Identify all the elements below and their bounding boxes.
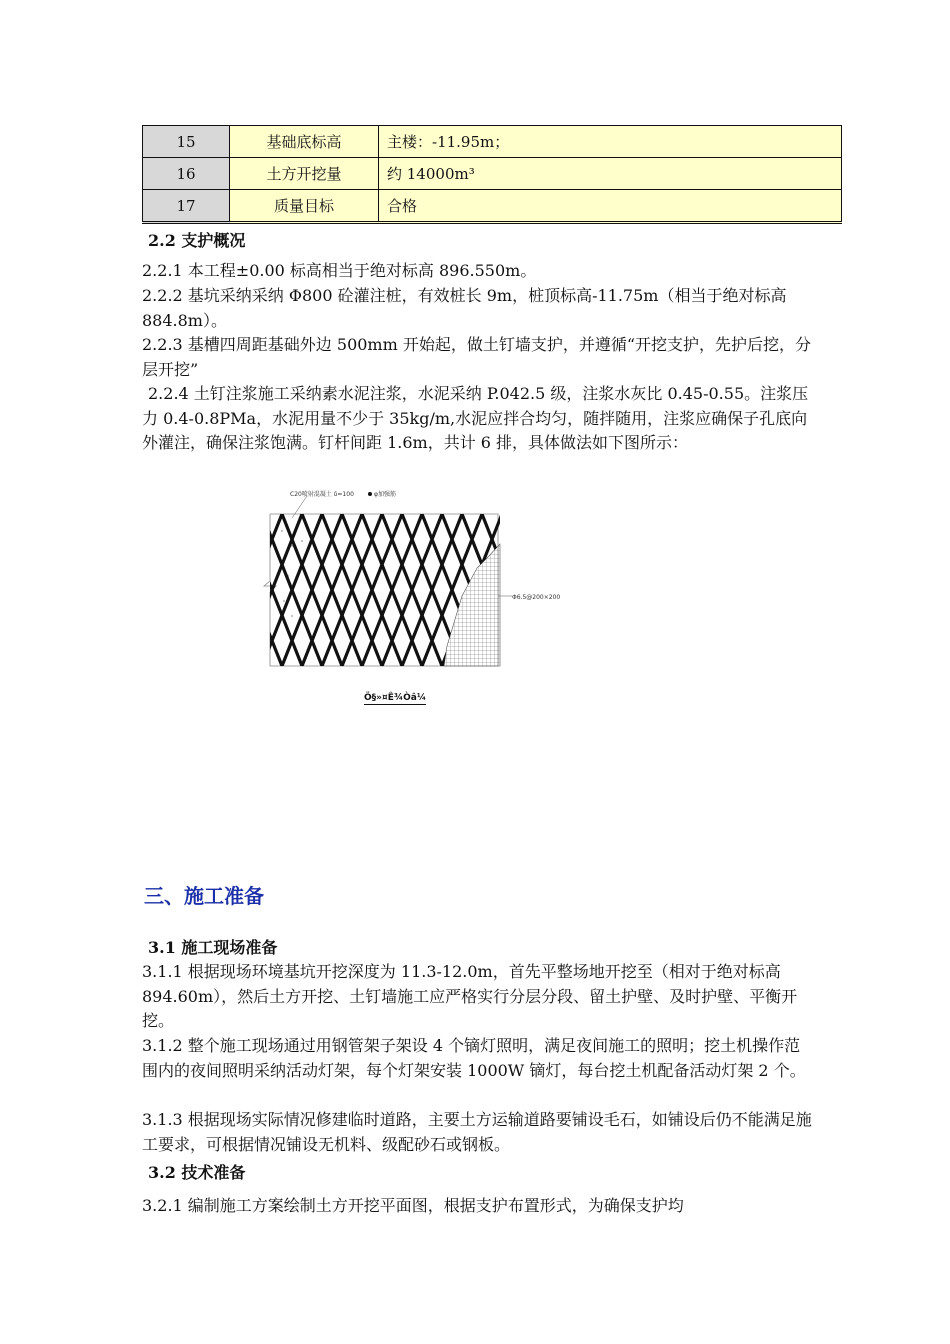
label-mesh: Φ6.5@200×200 [512, 594, 561, 601]
paragraph-3-1-1: 3.1.1 根据现场环境基坑开挖深度为 11.3-12.0m，首先平整场地开挖至（相对于绝对标高 894.60m），然后土方开挖、土钉墙施工应严格实行分层分段、留土护壁、及时护壁、平衡开挖。 [142, 962, 798, 1031]
row-item: 基础底标高 [230, 126, 379, 158]
row-item: 土方开挖量 [230, 158, 379, 190]
project-spec-table [142, 125, 842, 224]
row-value: 合格 [379, 190, 842, 223]
figure-caption: Ö§»¤Ê¾Òâ¼ [364, 693, 427, 703]
row-value: 主楼：-11.95m； [379, 126, 842, 158]
paragraph-3-1-3: 3.1.3 根据现场实际情况修建临时道路，主要土方运输道路要铺设毛石，如铺设后仍不能满足施工要求，可根据情况铺设无机料、级配砂石或钢板。 [142, 1110, 812, 1154]
section-3-title: 三、施工准备 [144, 884, 264, 908]
paragraph-2-2-4: 2.2.4 土钉注浆施工采纳素水泥注浆，水泥采纳 P.042.5 级，注浆水灰比 0.45-0.55。注浆压力 0.4-0.8PMa，水泥用量不少于 35kg/m,水泥应拌合均匀，随拌随用，注浆应确保子孔底向外灌注，确保注浆饱满。钉杆间距 1.6m，共计 6 排，具体做法如下图所示： [142, 384, 809, 453]
section-3-2-heading: 3.2 技术准备 [148, 1163, 246, 1182]
paragraph-3-2-1: 3.2.1 编制施工方案绘制土方开挖平面图，根据支护布置形式，为确保支护均 [142, 1196, 684, 1215]
row-number: 16 [143, 158, 230, 190]
label-concrete: C20喷射混凝土 δ=100 [290, 491, 354, 498]
row-item: 质量目标 [230, 190, 379, 223]
table-row [143, 126, 842, 158]
row-value: 约 14000m³ [379, 158, 842, 190]
paragraph-2-2-2: 2.2.2 基坑采纳采纳 Φ800 砼灌注桩，有效桩长 9m，桩顶标高-11.75m（相当于绝对标高 884.8m）。 [142, 286, 787, 330]
paragraph-2-2-1: 2.2.1 本工程±0.00 标高相当于绝对标高 896.550m。 [142, 261, 537, 280]
paragraph-2-2-3: 2.2.3 基槽四周距基础外边 500mm 开始起，做土钉墙支护，并遵循“开挖支护，先护后挖，分层开挖” [142, 335, 812, 379]
section-2-2-heading: 2.2 支护概况 [148, 231, 246, 250]
soil-nail-wall-figure [262, 486, 562, 676]
row-number: 15 [143, 126, 230, 158]
section-3-1-heading: 3.1 施工现场准备 [148, 938, 278, 957]
table-row [143, 190, 842, 223]
row-number: 17 [143, 190, 230, 223]
paragraph-3-1-2: 3.1.2 整个施工现场通过用钢管架子架设 4 个镝灯照明，满足夜间施工的照明；挖土机操作范围内的夜间照明采纳活动灯架，每个灯架安装 1000W 镝灯，每台挖土机配备活动灯架 2 个。 [142, 1036, 806, 1080]
table-row [143, 158, 842, 190]
label-rebar: φ加强筋 [374, 491, 396, 498]
steel-mesh-region [444, 544, 500, 666]
